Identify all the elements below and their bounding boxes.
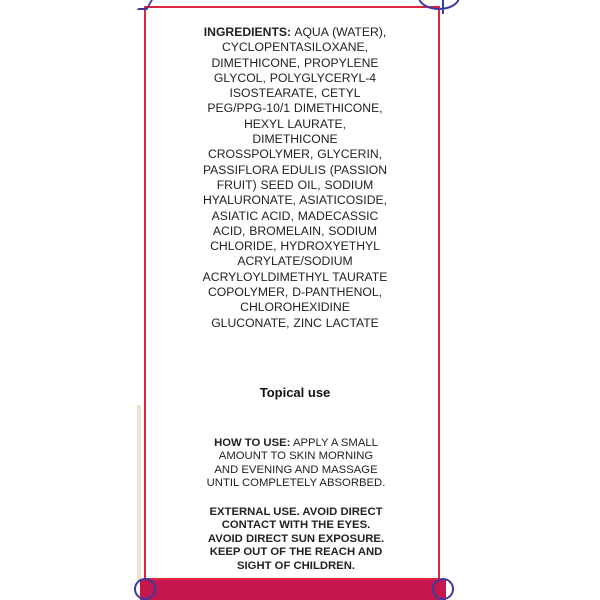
ingredients-heading: INGREDIENTS: xyxy=(203,25,292,39)
bottom-left-corner-mark xyxy=(134,578,156,600)
topical-use-label: Topical use xyxy=(259,385,331,400)
how-to-use-text: APPLY A SMALL AMOUNT TO SKIN MORNING AND EVENING AND MASSAGE UNTIL COMPLETELY ABSORBED. xyxy=(206,437,386,490)
how-to-use-heading: HOW TO USE: xyxy=(214,437,291,449)
how-to-use-section xyxy=(206,437,386,491)
warning-text: EXTERNAL USE. AVOID DIRECT CONTACT WITH THE EYES. AVOID DIRECT SUN EXPOSURE. KEEP OUT OF THE REACH AND SIGHT OF CHILDREN. xyxy=(207,506,385,572)
ingredients-section xyxy=(200,25,390,331)
bottom-color-band xyxy=(140,580,446,600)
left-edge-strip xyxy=(137,405,141,580)
ingredients-list: AQUA (WATER), CYCLOPENTASILOXANE, DIMETHICONE, PROPYLENE GLYCOL, POLYGLYCERYL-4 ISOSTEARATE, CETYL PEG/PPG-10/1 DIMETHICONE, HEXYL LAURATE, DIMETHICONE CROSSPOLYMER, GLYCERIN, PASSIFLORA EDULIS (PASSION FRUIT) SEED OIL, SODIUM HYALURONATE, ASIATICOSIDE, ASIATIC ACID, MADECASSIC ACID, BROMELAIN, SODIUM CHLORIDE, HYDROXYETHYL ACRYLATE/SODIUM ACRYLOYLDIMETHYL TAURATE COPOLYMER, D-PANTHENOL, CHLOROHEXIDINE GLUCONATE, ZINC LACTATE xyxy=(202,25,388,330)
bottom-right-corner-mark xyxy=(432,578,454,600)
top-right-corner-line xyxy=(442,0,444,14)
